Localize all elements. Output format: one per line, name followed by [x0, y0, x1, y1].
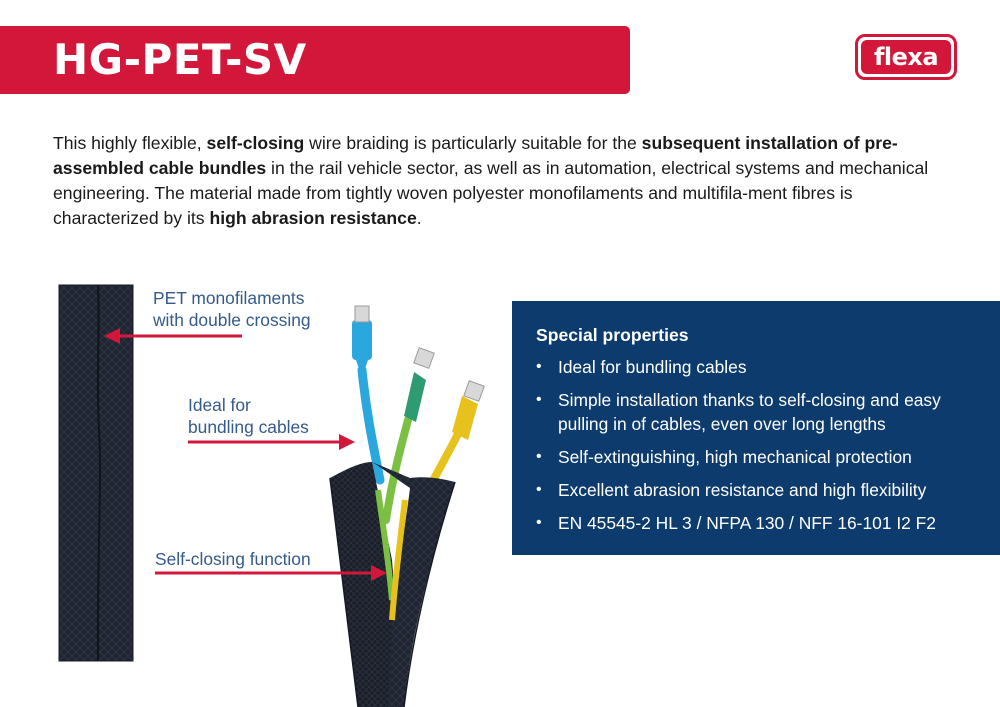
logo-text: flexa: [873, 43, 939, 71]
property-item: • EN 45545-2 HL 3 / NFPA 130 / NFF 16-101 I2 F2: [536, 511, 976, 535]
intro-text: wire braiding is particularly suitable for the: [304, 133, 642, 153]
flexa-logo: [855, 34, 957, 80]
blue-cable: [352, 306, 380, 480]
intro-emphasis: high abrasion resistance: [209, 208, 417, 228]
product-illustration: [0, 270, 512, 707]
callout-monofilaments: [153, 287, 311, 331]
property-item: • Simple installation thanks to self-closing and easy pulling in of cables, even over long lengths: [536, 388, 976, 436]
special-properties-title: Special properties: [536, 325, 689, 345]
callout-monofilaments-line1: PET monofilaments: [153, 288, 305, 308]
callout-bundling-line2: bundling cables: [188, 417, 309, 437]
page-title: HG-PET-SV: [53, 35, 307, 84]
callout-bundling-line1: Ideal for: [188, 395, 251, 415]
logo-badge: [861, 40, 951, 74]
callout-self-closing: [155, 548, 311, 570]
callout-bundling: [188, 394, 309, 438]
intro-text: in the rail vehicle sector, as well as in automation, electrical systems and mechanical engineering. The material made from tightly woven polyester monofilaments and multifila-ment fibres is characterized by its: [53, 158, 929, 228]
intro-emphasis: subsequent installation of pre-assembled cable bundles: [53, 133, 898, 178]
property-item: • Self-extinguishing, high mechanical protection: [536, 445, 976, 469]
property-item: • Ideal for bundling cables: [536, 355, 976, 379]
callout-monofilaments-line2: with double crossing: [153, 310, 311, 330]
special-properties-list: [536, 355, 976, 535]
straight-sleeve: [59, 285, 133, 661]
intro-emphasis: self-closing: [206, 133, 305, 153]
intro-text: This highly flexible,: [53, 133, 207, 153]
intro-text: .: [416, 208, 422, 228]
intro-paragraph: [53, 131, 953, 231]
property-item: • Excellent abrasion resistance and high flexibility: [536, 478, 976, 502]
callout-self-closing-line1: Self-closing function: [155, 549, 311, 569]
product-figure: [0, 270, 512, 707]
special-properties-box: [512, 301, 1000, 555]
title-banner: [0, 26, 630, 94]
